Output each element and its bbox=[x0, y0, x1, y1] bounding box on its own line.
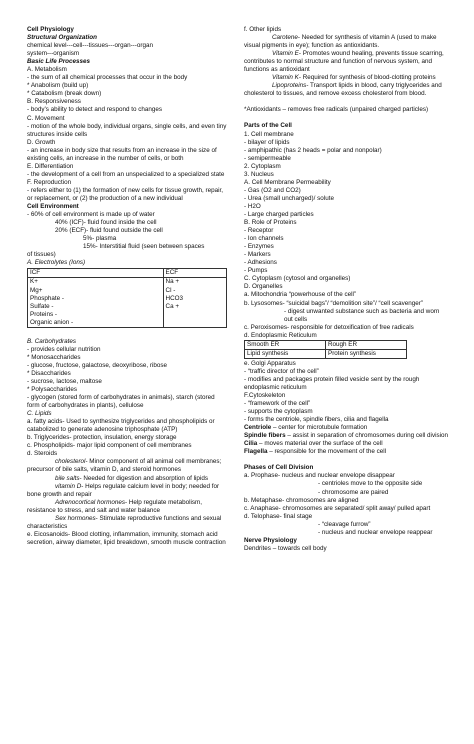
term: Carotene bbox=[272, 34, 298, 42]
subheading: D. Organelles bbox=[244, 283, 283, 291]
text-line: 40% (ICF)- fluid found inside the cell bbox=[55, 219, 157, 227]
term: Spindle fibers bbox=[244, 432, 286, 440]
right-column bbox=[244, 26, 449, 553]
table-cell: Lipid synthesis bbox=[245, 349, 326, 358]
term: Lipoproteins bbox=[272, 82, 307, 90]
subheading: A. Electrolytes (Ions) bbox=[27, 259, 86, 267]
ecf-cell bbox=[163, 278, 226, 327]
subheading: F. Reproduction bbox=[27, 178, 72, 186]
section-heading: Nerve Physiology bbox=[244, 536, 297, 544]
text-line: - forms the centriole, spindle fibers, cilia and flagella bbox=[244, 416, 389, 424]
text-line: - “framework of the cell” bbox=[244, 400, 311, 408]
definition: - Promotes wound healing, prevents tissue scarring, contributes to normal structure and function of nervous system, and functions as antioxidant bbox=[244, 50, 444, 74]
icf-item: Sulfate - bbox=[30, 302, 54, 310]
definition: - Helps regulate calcium level in body; needed for bone growth and repair bbox=[27, 482, 220, 498]
text-line bbox=[244, 74, 449, 82]
table-cell: Smooth ER bbox=[245, 340, 326, 349]
text-line: - Ion channels bbox=[244, 235, 284, 243]
text-line: 5%- plasma bbox=[83, 235, 117, 243]
term: Vitamin K bbox=[272, 74, 299, 82]
text-line: - amphipathic (has 2 heads = polar and nonpolar) bbox=[244, 146, 382, 154]
text-line bbox=[27, 499, 227, 515]
ecf-item: Cl - bbox=[165, 286, 176, 294]
text-line: - body’s ability to detect and respond to changes bbox=[27, 106, 163, 114]
text-line: - “traffic director of the cell” bbox=[244, 367, 319, 375]
text-line: 2. Cytoplasm bbox=[244, 162, 281, 170]
table-header-icf: ICF bbox=[28, 269, 164, 278]
table-cell: Rough ER bbox=[326, 340, 407, 349]
subheading: C. Cytoplasm (cytosol and organelles) bbox=[244, 275, 351, 283]
text-line: c. Anaphase- chromosomes are separated/ split away/ pulled apart bbox=[244, 504, 431, 512]
section-heading: Basic Life Processes bbox=[27, 58, 91, 66]
section-heading: Cell Environment bbox=[27, 203, 79, 211]
text-line: - the sum of all chemical processes that occur in the body bbox=[27, 74, 188, 82]
definition: – moves material over the surface of the cell bbox=[257, 440, 383, 448]
term: Adrenocortical hormones bbox=[55, 498, 126, 506]
text-line: c. Phospholipids- major lipid component of cell membranes bbox=[27, 442, 192, 450]
section-heading: Phases of Cell Division bbox=[244, 464, 314, 472]
text-line: - Urea (small uncharged)/ solute bbox=[244, 194, 334, 202]
text-line: F.Cytoskeleton bbox=[244, 392, 286, 400]
text-line: a. Mitochondria “powerhouse of the cell” bbox=[244, 291, 357, 299]
text-line: a. Prophase- nucleus and nuclear envelope disappear bbox=[244, 472, 395, 480]
text-line: - provides cellular nutrition bbox=[27, 345, 101, 353]
text-line: - sucrose, lactose, maltose bbox=[27, 377, 102, 385]
text-line bbox=[27, 483, 227, 499]
left-column bbox=[27, 26, 227, 547]
text-line: 15%- Interstitial fluid (seen between spaces bbox=[83, 243, 205, 251]
term: vitamin D bbox=[55, 482, 82, 490]
text-line bbox=[244, 440, 449, 448]
text-line: - nucleus and nuclear envelope reappear bbox=[318, 528, 433, 536]
text-line: - motion of the whole body, individual organs, single cells, and even tiny structures inside cells bbox=[27, 122, 227, 138]
text-line: - glucose, fructose, galactose, deoxyribose, ribose bbox=[27, 361, 168, 369]
text-line: - 60% of cell environment is made up of water bbox=[27, 211, 155, 219]
definition: - Minor component of all animal cell membranes; precursor of bile salts, vitamin D, and steroid hormones bbox=[27, 458, 222, 474]
text-line: d. Steroids bbox=[27, 450, 58, 458]
text-line bbox=[244, 448, 449, 456]
text-line: d. Endoplasmic Reticulum bbox=[244, 331, 317, 339]
text-line: 1. Cell membrane bbox=[244, 130, 294, 138]
text-line: - Gas (O2 and CO2) bbox=[244, 186, 301, 194]
text-line: - refers either to (1) the formation of new cells for tissue growth, repair, or replacement, or (2) the production of a new individual bbox=[27, 186, 223, 202]
text-line: b. Triglycerides- protection, insulation, energy storage bbox=[27, 434, 177, 442]
text-line: - Receptor bbox=[244, 227, 274, 235]
text-line: * Polysaccharides bbox=[27, 386, 78, 394]
subheading: B. Responsiveness bbox=[27, 98, 81, 106]
text-line: e. Eicosanoids- Blood clotting, inflammation, immunity, stomach acid secretion, airway diameter, lipid breakdown, smooth muscle contraction bbox=[27, 530, 226, 546]
icf-cell bbox=[28, 278, 164, 327]
subheading: A. Metabolism bbox=[27, 66, 67, 74]
text-line: - Markers bbox=[244, 251, 271, 259]
icf-item: Mg+ bbox=[30, 286, 43, 294]
text-line: Dendrites – towards cell body bbox=[244, 544, 327, 552]
term: bile salts bbox=[55, 474, 80, 482]
text-line: - modifies and packages protein filled vesicle sent by the rough endoplasmic reticulum bbox=[244, 375, 420, 391]
definition: – center for microtubule formation bbox=[271, 424, 368, 432]
text-line: b. Metaphase- chromosomes are aligned bbox=[244, 496, 359, 504]
table-header-ecf: ECF bbox=[163, 269, 226, 278]
term: Sex hormones bbox=[55, 514, 96, 522]
text-line: - glycogen (stored form of carbohydrates in animals), starch (stored form of carbohydrates in plants), cellulose bbox=[27, 394, 215, 410]
text-line bbox=[244, 82, 449, 98]
text-line bbox=[27, 515, 227, 531]
text-line: - centrioles move to the opposite side bbox=[318, 480, 423, 488]
doc-title: Cell Physiology bbox=[27, 26, 74, 33]
text-line: c. Peroxisomes- responsible for detoxification of free radicals bbox=[244, 323, 414, 331]
text-line: d. Telophase- final stage bbox=[244, 512, 313, 520]
text-line: - H2O bbox=[244, 202, 261, 210]
text-line: 3. Nucleus bbox=[244, 170, 274, 178]
definition: - Required for synthesis of blood-clotting proteins bbox=[298, 74, 436, 82]
text-line: f. Other lipids bbox=[244, 26, 282, 33]
text-line bbox=[27, 458, 227, 474]
text-line: - digest unwanted substance such as bacteria and worn out cells bbox=[284, 307, 440, 323]
text-line: - Pumps bbox=[244, 267, 268, 275]
definition: - Help regulate metabolism, resistance to stress, and salt and water balance bbox=[27, 498, 203, 514]
text-line: b. Lysosomes- “suicidal bags”/ “demolition site”/ “cell scavenger” bbox=[244, 299, 423, 307]
text-line: 20% (ECF)- fluid found outside the cell bbox=[55, 227, 163, 235]
ecf-item: Na + bbox=[165, 278, 180, 286]
text-line: chemical level---cell---tissues---organ---organ bbox=[27, 42, 153, 50]
term: Centriole bbox=[244, 424, 272, 432]
subheading: E. Differentiation bbox=[27, 162, 74, 170]
subheading: A. Cell Membrane Permeability bbox=[244, 178, 331, 186]
text-line bbox=[244, 432, 449, 440]
text-line: - Large charged particles bbox=[244, 210, 314, 218]
subheading: D. Growth bbox=[27, 138, 56, 146]
subheading: C. Lipids bbox=[27, 410, 52, 418]
text-line: * Monosaccharides bbox=[27, 353, 81, 361]
definition: - Needed for digestion and absorption of lipids bbox=[79, 474, 208, 482]
text-line: * Disaccharides bbox=[27, 369, 71, 377]
text-line: * Catabolism (break down) bbox=[27, 90, 102, 98]
definition: – assist in separation of chromosomes during cell division bbox=[285, 432, 449, 440]
text-line bbox=[27, 475, 227, 483]
definition: – responsible for the movement of the cell bbox=[267, 448, 387, 456]
icf-item: Phosphate - bbox=[30, 294, 64, 302]
text-line: *Antioxidants – removes free radicals (unpaired charged particles) bbox=[244, 106, 429, 114]
icf-item: Organic anion - bbox=[30, 318, 74, 326]
definition: - Needed for synthesis of vitamin A (used to make visual pigments in eye); function as antioxidants. bbox=[244, 34, 437, 50]
term: Flagella bbox=[244, 448, 268, 456]
text-line bbox=[244, 50, 449, 74]
table-cell: Protein synthesis bbox=[326, 349, 407, 358]
electrolytes-table bbox=[27, 268, 227, 327]
definition: - Transport lipids in blood, carry triglycerides and cholesterol to tissues, and remove excess cholesterol from blood. bbox=[244, 82, 442, 98]
subheading: B. Role of Proteins bbox=[244, 219, 297, 227]
section-heading: Structural Organization bbox=[27, 34, 97, 42]
text-line: e. Golgi Apparatus bbox=[244, 359, 296, 367]
text-line: - supports the cytoplasm bbox=[244, 408, 313, 416]
text-line: - semipermeable bbox=[244, 154, 291, 162]
text-line: of tissues) bbox=[27, 251, 56, 259]
text-line: - bilayer of lipids bbox=[244, 138, 290, 146]
ecf-item: Ca + bbox=[165, 302, 180, 310]
definition: - Stimulate reproductive functions and sexual characteristics bbox=[27, 514, 222, 530]
term: Vitamin E bbox=[272, 50, 299, 58]
ecf-item: HCO3 bbox=[165, 294, 184, 302]
text-line: - an increase in body size that results from an increase in the size of existing cells, an increase in the number of cells, or both bbox=[27, 146, 217, 162]
text-line: * Anabolism (build up) bbox=[27, 82, 89, 90]
text-line bbox=[244, 34, 449, 50]
text-line bbox=[244, 424, 449, 432]
term: Cilia bbox=[244, 440, 258, 448]
icf-item: K+ bbox=[30, 278, 38, 286]
text-line: a. fatty acids- Used to synthesize triglycerides and phospholipids or catabolized to generate adenosine triphosphate (ATP) bbox=[27, 418, 215, 434]
text-line: system---organism bbox=[27, 50, 80, 58]
text-line: - chromosome are paired bbox=[318, 488, 389, 496]
subheading: B. Carbohydrates bbox=[27, 337, 77, 345]
subheading: C. Movement bbox=[27, 114, 65, 122]
icf-item: Proteins - bbox=[30, 310, 57, 318]
text-line: - “cleavage furrow” bbox=[318, 520, 371, 528]
text-line: - Adhesions bbox=[244, 259, 277, 267]
section-heading: Parts of the Cell bbox=[244, 122, 292, 130]
text-line: - the development of a cell from an unspecialized to a specialized state bbox=[27, 170, 225, 178]
er-table bbox=[244, 340, 407, 359]
term: cholesterol bbox=[55, 458, 86, 466]
text-line: - Enzymes bbox=[244, 243, 274, 251]
